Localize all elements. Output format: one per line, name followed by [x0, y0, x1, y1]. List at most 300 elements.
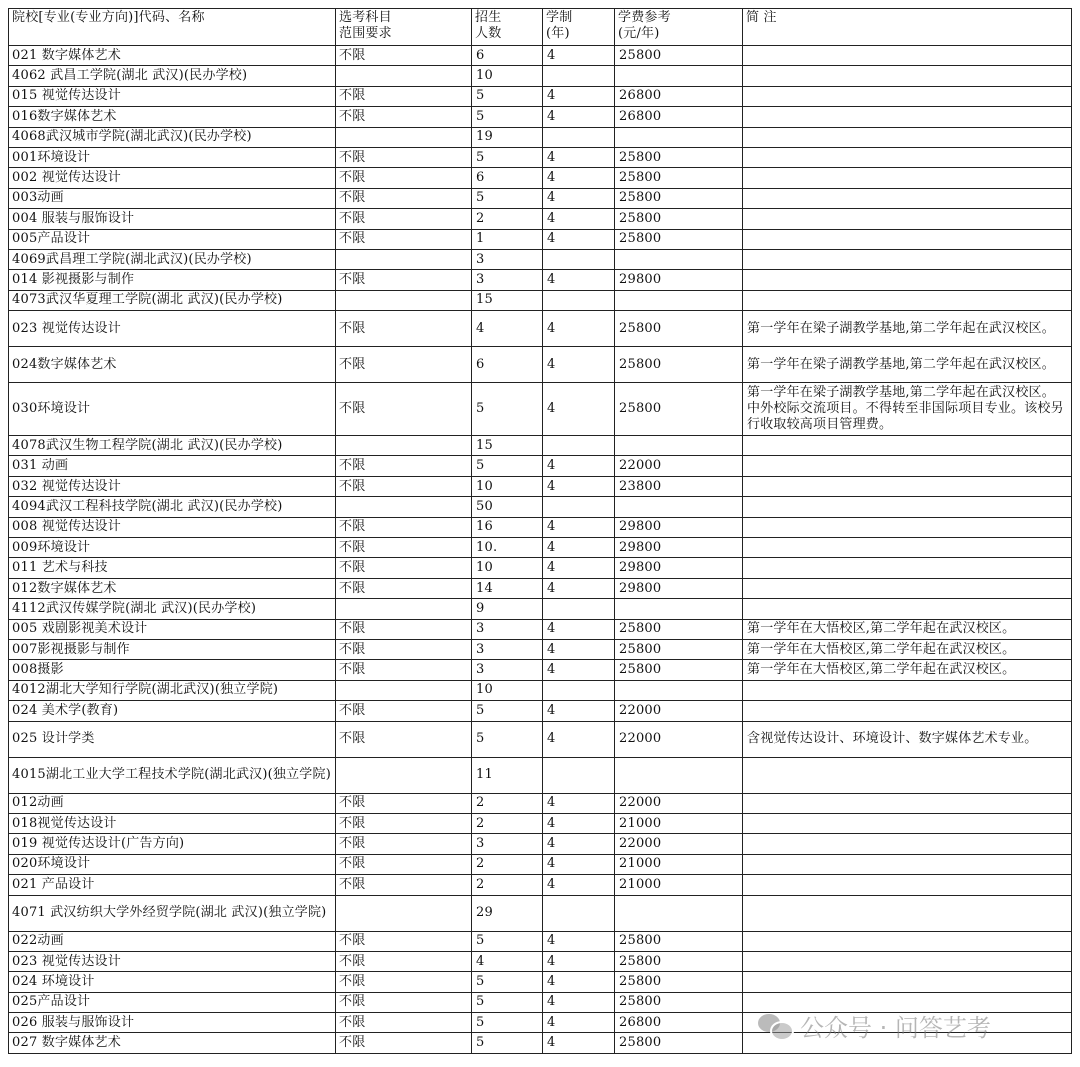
cell-name: 014 影视摄影与制作	[9, 270, 336, 290]
cell-subject: 不限	[336, 639, 472, 659]
cell-quota: 15	[472, 290, 543, 310]
header-years-line2: (年)	[546, 26, 570, 41]
cell-fee: 25800	[615, 147, 743, 167]
admission-table	[8, 8, 1072, 1054]
table-row	[9, 66, 1072, 86]
cell-name: 030环境设计	[9, 383, 336, 436]
cell-years: 4	[543, 107, 615, 127]
cell-subject	[336, 497, 472, 517]
header-name	[9, 9, 336, 46]
cell-note	[743, 558, 1072, 578]
cell-subject	[336, 680, 472, 700]
cell-subject	[336, 66, 472, 86]
cell-note	[743, 188, 1072, 208]
cell-note	[743, 895, 1072, 931]
table-row	[9, 249, 1072, 269]
cell-name: 018视觉传达设计	[9, 813, 336, 833]
table-row	[9, 992, 1072, 1012]
cell-quota: 10	[472, 66, 543, 86]
cell-quota: 5	[472, 107, 543, 127]
cell-name: 023 视觉传达设计	[9, 311, 336, 347]
cell-years: 4	[543, 383, 615, 436]
cell-years: 4	[543, 46, 615, 66]
cell-note	[743, 599, 1072, 619]
cell-quota: 2	[472, 793, 543, 813]
cell-years	[543, 66, 615, 86]
table-row	[9, 86, 1072, 106]
cell-subject: 不限	[336, 854, 472, 874]
cell-subject: 不限	[336, 168, 472, 188]
cell-name: 008 视觉传达设计	[9, 517, 336, 537]
cell-subject	[336, 599, 472, 619]
cell-fee: 29800	[615, 538, 743, 558]
cell-fee: 26800	[615, 1013, 743, 1033]
cell-note: 含视觉传达设计、环境设计、数字媒体艺术专业。	[743, 721, 1072, 757]
table-row	[9, 1033, 1072, 1053]
cell-years: 4	[543, 347, 615, 383]
cell-years	[543, 290, 615, 310]
cell-note	[743, 46, 1072, 66]
table-row	[9, 311, 1072, 347]
cell-name: 024 环境设计	[9, 972, 336, 992]
cell-name: 003动画	[9, 188, 336, 208]
cell-years: 4	[543, 875, 615, 895]
cell-name: 001环境设计	[9, 147, 336, 167]
cell-subject	[336, 249, 472, 269]
cell-fee: 25800	[615, 619, 743, 639]
cell-note	[743, 229, 1072, 249]
cell-fee: 25800	[615, 383, 743, 436]
cell-note	[743, 680, 1072, 700]
cell-name: 4112武汉传媒学院(湖北 武汉)(民办学校)	[9, 599, 336, 619]
cell-name: 026 服装与服饰设计	[9, 1013, 336, 1033]
cell-years	[543, 895, 615, 931]
cell-note	[743, 875, 1072, 895]
cell-quota: 2	[472, 813, 543, 833]
cell-subject: 不限	[336, 558, 472, 578]
cell-quota: 4	[472, 951, 543, 971]
cell-note	[743, 290, 1072, 310]
cell-quota: 5	[472, 992, 543, 1012]
cell-note	[743, 538, 1072, 558]
table-row	[9, 229, 1072, 249]
cell-years: 4	[543, 476, 615, 496]
cell-fee: 25800	[615, 46, 743, 66]
cell-fee: 25800	[615, 931, 743, 951]
table-row	[9, 517, 1072, 537]
cell-subject: 不限	[336, 951, 472, 971]
cell-name: 4071 武汉纺织大学外经贸学院(湖北 武汉)(独立学院)	[9, 895, 336, 931]
cell-quota: 6	[472, 168, 543, 188]
header-fee-line2: (元/年)	[618, 26, 660, 41]
cell-years: 4	[543, 660, 615, 680]
cell-quota: 6	[472, 347, 543, 383]
cell-name: 021 产品设计	[9, 875, 336, 895]
table-row	[9, 1013, 1072, 1033]
cell-years: 4	[543, 538, 615, 558]
cell-fee: 25800	[615, 229, 743, 249]
cell-quota: 16	[472, 517, 543, 537]
table-row	[9, 639, 1072, 659]
cell-note: 第一学年在大悟校区,第二学年起在武汉校区。	[743, 639, 1072, 659]
cell-note	[743, 517, 1072, 537]
cell-years: 4	[543, 972, 615, 992]
cell-name: 025产品设计	[9, 992, 336, 1012]
header-fee	[615, 9, 743, 46]
cell-years: 4	[543, 86, 615, 106]
cell-note: 第一学年在大悟校区,第二学年起在武汉校区。	[743, 619, 1072, 639]
cell-fee: 25800	[615, 660, 743, 680]
cell-fee: 21000	[615, 854, 743, 874]
cell-fee: 22000	[615, 834, 743, 854]
cell-quota: 2	[472, 209, 543, 229]
cell-note: 第一学年在梁子湖教学基地,第二学年起在武汉校区。	[743, 347, 1072, 383]
cell-subject: 不限	[336, 86, 472, 106]
cell-name: 027 数字媒体艺术	[9, 1033, 336, 1053]
cell-years: 4	[543, 209, 615, 229]
cell-quota: 5	[472, 86, 543, 106]
table-row	[9, 436, 1072, 456]
cell-subject	[336, 895, 472, 931]
cell-subject: 不限	[336, 834, 472, 854]
cell-name: 002 视觉传达设计	[9, 168, 336, 188]
cell-subject: 不限	[336, 229, 472, 249]
cell-fee: 29800	[615, 578, 743, 598]
cell-fee	[615, 497, 743, 517]
header-name-text: 院校[专业(专业方向)]代码、名称	[12, 10, 205, 25]
cell-note	[743, 436, 1072, 456]
cell-years: 4	[543, 619, 615, 639]
cell-quota: 10.	[472, 538, 543, 558]
cell-quota: 3	[472, 270, 543, 290]
cell-note	[743, 270, 1072, 290]
header-quota-line1: 招生	[475, 10, 502, 25]
cell-name: 011 艺术与科技	[9, 558, 336, 578]
cell-quota: 5	[472, 456, 543, 476]
cell-years: 4	[543, 701, 615, 721]
cell-years: 4	[543, 639, 615, 659]
cell-subject: 不限	[336, 147, 472, 167]
cell-quota: 3	[472, 660, 543, 680]
cell-subject: 不限	[336, 972, 472, 992]
cell-years: 4	[543, 168, 615, 188]
cell-name: 004 服装与服饰设计	[9, 209, 336, 229]
cell-subject: 不限	[336, 538, 472, 558]
table-row	[9, 931, 1072, 951]
header-quota-line2: 人数	[475, 26, 502, 41]
table-row	[9, 854, 1072, 874]
cell-name: 021 数字媒体艺术	[9, 46, 336, 66]
cell-name: 4073武汉华夏理工学院(湖北 武汉)(民办学校)	[9, 290, 336, 310]
header-subject	[336, 9, 472, 46]
cell-name: 4012湖北大学知行学院(湖北武汉)(独立学院)	[9, 680, 336, 700]
cell-fee: 25800	[615, 639, 743, 659]
cell-name: 012动画	[9, 793, 336, 813]
table-row	[9, 383, 1072, 436]
cell-subject: 不限	[336, 209, 472, 229]
cell-name: 031 动画	[9, 456, 336, 476]
cell-subject	[336, 757, 472, 793]
cell-note: 第一学年在梁子湖教学基地,第二学年起在武汉校区。	[743, 311, 1072, 347]
cell-years: 4	[543, 854, 615, 874]
table-row	[9, 895, 1072, 931]
table-row	[9, 875, 1072, 895]
cell-quota: 3	[472, 639, 543, 659]
table-row	[9, 972, 1072, 992]
cell-subject: 不限	[336, 578, 472, 598]
cell-name: 4078武汉生物工程学院(湖北 武汉)(民办学校)	[9, 436, 336, 456]
cell-subject: 不限	[336, 347, 472, 383]
cell-quota: 3	[472, 249, 543, 269]
cell-years: 4	[543, 793, 615, 813]
cell-note: 第一学年在梁子湖教学基地,第二学年起在武汉校区。中外校际交流项目。不得转至非国际项目专业。该校另行收取较高项目管理费。	[743, 383, 1072, 436]
table-row	[9, 168, 1072, 188]
table-row	[9, 558, 1072, 578]
cell-name: 4068武汉城市学院(湖北武汉)(民办学校)	[9, 127, 336, 147]
cell-name: 4062 武昌工学院(湖北 武汉)(民办学校)	[9, 66, 336, 86]
table-row	[9, 270, 1072, 290]
cell-subject: 不限	[336, 188, 472, 208]
cell-note	[743, 209, 1072, 229]
cell-note	[743, 249, 1072, 269]
table-row	[9, 757, 1072, 793]
cell-name: 022动画	[9, 931, 336, 951]
table-row	[9, 209, 1072, 229]
table-row	[9, 127, 1072, 147]
cell-fee: 23800	[615, 476, 743, 496]
cell-subject: 不限	[336, 701, 472, 721]
cell-years: 4	[543, 517, 615, 537]
cell-quota: 14	[472, 578, 543, 598]
cell-note	[743, 701, 1072, 721]
cell-quota: 5	[472, 1033, 543, 1053]
cell-subject: 不限	[336, 476, 472, 496]
cell-subject: 不限	[336, 46, 472, 66]
cell-name: 008摄影	[9, 660, 336, 680]
table-row	[9, 619, 1072, 639]
cell-quota: 11	[472, 757, 543, 793]
cell-subject: 不限	[336, 992, 472, 1012]
cell-years	[543, 497, 615, 517]
cell-quota: 5	[472, 721, 543, 757]
header-subject-line1: 选考科目	[339, 10, 392, 25]
table-row	[9, 147, 1072, 167]
cell-subject: 不限	[336, 813, 472, 833]
cell-note	[743, 972, 1072, 992]
cell-subject: 不限	[336, 1033, 472, 1053]
cell-name: 025 设计学类	[9, 721, 336, 757]
cell-name: 032 视觉传达设计	[9, 476, 336, 496]
header-quota	[472, 9, 543, 46]
table-row	[9, 793, 1072, 813]
table-row	[9, 290, 1072, 310]
header-subject-line2: 范围要求	[339, 26, 392, 41]
cell-fee	[615, 436, 743, 456]
cell-note	[743, 834, 1072, 854]
cell-years	[543, 127, 615, 147]
cell-years	[543, 599, 615, 619]
header-years	[543, 9, 615, 46]
cell-fee: 26800	[615, 86, 743, 106]
cell-fee	[615, 290, 743, 310]
cell-quota: 5	[472, 188, 543, 208]
cell-name: 015 视觉传达设计	[9, 86, 336, 106]
cell-note	[743, 86, 1072, 106]
cell-note	[743, 578, 1072, 598]
cell-subject	[336, 436, 472, 456]
cell-subject: 不限	[336, 311, 472, 347]
table-row	[9, 188, 1072, 208]
cell-note	[743, 127, 1072, 147]
cell-fee: 25800	[615, 168, 743, 188]
cell-quota: 15	[472, 436, 543, 456]
cell-subject: 不限	[336, 1013, 472, 1033]
cell-fee: 22000	[615, 721, 743, 757]
cell-years: 4	[543, 270, 615, 290]
cell-quota: 10	[472, 558, 543, 578]
cell-note	[743, 813, 1072, 833]
cell-years: 4	[543, 229, 615, 249]
table-row	[9, 599, 1072, 619]
cell-fee: 25800	[615, 951, 743, 971]
header-note	[743, 9, 1072, 46]
cell-years: 4	[543, 992, 615, 1012]
cell-note: 第一学年在大悟校区,第二学年起在武汉校区。	[743, 660, 1072, 680]
cell-fee	[615, 895, 743, 931]
header-years-line1: 学制	[546, 10, 573, 25]
table-row	[9, 497, 1072, 517]
cell-note	[743, 476, 1072, 496]
cell-name: 016数字媒体艺术	[9, 107, 336, 127]
table-row	[9, 578, 1072, 598]
cell-note	[743, 793, 1072, 813]
cell-name: 024 美术学(教育)	[9, 701, 336, 721]
cell-fee	[615, 66, 743, 86]
cell-fee: 25800	[615, 1033, 743, 1053]
cell-fee: 25800	[615, 209, 743, 229]
table-row	[9, 538, 1072, 558]
cell-quota: 5	[472, 383, 543, 436]
cell-years: 4	[543, 721, 615, 757]
cell-name: 024数字媒体艺术	[9, 347, 336, 383]
cell-quota: 5	[472, 1013, 543, 1033]
cell-years: 4	[543, 1013, 615, 1033]
cell-quota: 1	[472, 229, 543, 249]
table-row	[9, 476, 1072, 496]
cell-fee: 29800	[615, 558, 743, 578]
table-row	[9, 347, 1072, 383]
cell-note	[743, 951, 1072, 971]
cell-name: 005 戏剧影视美术设计	[9, 619, 336, 639]
cell-note	[743, 992, 1072, 1012]
cell-fee: 29800	[615, 270, 743, 290]
cell-fee	[615, 757, 743, 793]
cell-name: 4015湖北工业大学工程技术学院(湖北武汉)(独立学院)	[9, 757, 336, 793]
cell-subject: 不限	[336, 660, 472, 680]
cell-subject: 不限	[336, 270, 472, 290]
cell-years: 4	[543, 1033, 615, 1053]
table-body	[9, 46, 1072, 1054]
cell-name: 009环境设计	[9, 538, 336, 558]
cell-subject: 不限	[336, 619, 472, 639]
cell-years	[543, 680, 615, 700]
cell-name: 019 视觉传达设计(广告方向)	[9, 834, 336, 854]
cell-years	[543, 249, 615, 269]
cell-years: 4	[543, 456, 615, 476]
cell-years: 4	[543, 558, 615, 578]
table-row	[9, 46, 1072, 66]
cell-years: 4	[543, 834, 615, 854]
cell-name: 4069武昌理工学院(湖北武汉)(民办学校)	[9, 249, 336, 269]
table-row	[9, 701, 1072, 721]
cell-quota: 2	[472, 854, 543, 874]
cell-name: 020环境设计	[9, 854, 336, 874]
table-row	[9, 107, 1072, 127]
cell-note	[743, 1013, 1072, 1033]
cell-quota: 3	[472, 834, 543, 854]
cell-quota: 2	[472, 875, 543, 895]
cell-fee: 25800	[615, 972, 743, 992]
cell-fee: 26800	[615, 107, 743, 127]
cell-name: 012数字媒体艺术	[9, 578, 336, 598]
header-fee-line1: 学费参考	[618, 10, 671, 25]
cell-quota: 3	[472, 619, 543, 639]
cell-subject: 不限	[336, 517, 472, 537]
cell-note	[743, 147, 1072, 167]
cell-name: 007影视摄影与制作	[9, 639, 336, 659]
cell-fee: 29800	[615, 517, 743, 537]
table-row	[9, 951, 1072, 971]
cell-years	[543, 436, 615, 456]
cell-fee: 25800	[615, 311, 743, 347]
cell-note	[743, 497, 1072, 517]
cell-fee: 22000	[615, 793, 743, 813]
cell-quota: 9	[472, 599, 543, 619]
cell-quota: 10	[472, 680, 543, 700]
cell-subject	[336, 290, 472, 310]
cell-subject: 不限	[336, 793, 472, 813]
cell-fee	[615, 599, 743, 619]
cell-fee	[615, 127, 743, 147]
cell-subject: 不限	[336, 721, 472, 757]
cell-quota: 29	[472, 895, 543, 931]
cell-name: 005产品设计	[9, 229, 336, 249]
cell-subject: 不限	[336, 456, 472, 476]
cell-note	[743, 854, 1072, 874]
cell-subject	[336, 127, 472, 147]
cell-name: 023 视觉传达设计	[9, 951, 336, 971]
cell-note	[743, 1033, 1072, 1053]
cell-years: 4	[543, 951, 615, 971]
cell-note	[743, 66, 1072, 86]
cell-quota: 5	[472, 701, 543, 721]
cell-name: 4094武汉工程科技学院(湖北 武汉)(民办学校)	[9, 497, 336, 517]
cell-subject: 不限	[336, 107, 472, 127]
cell-fee: 25800	[615, 188, 743, 208]
cell-years	[543, 757, 615, 793]
cell-note	[743, 757, 1072, 793]
cell-note	[743, 931, 1072, 951]
cell-years: 4	[543, 188, 615, 208]
cell-fee	[615, 680, 743, 700]
cell-note	[743, 168, 1072, 188]
cell-fee: 21000	[615, 813, 743, 833]
cell-subject: 不限	[336, 383, 472, 436]
header-note-text: 简 注	[746, 10, 777, 25]
cell-fee: 25800	[615, 992, 743, 1012]
cell-fee	[615, 249, 743, 269]
cell-fee: 21000	[615, 875, 743, 895]
